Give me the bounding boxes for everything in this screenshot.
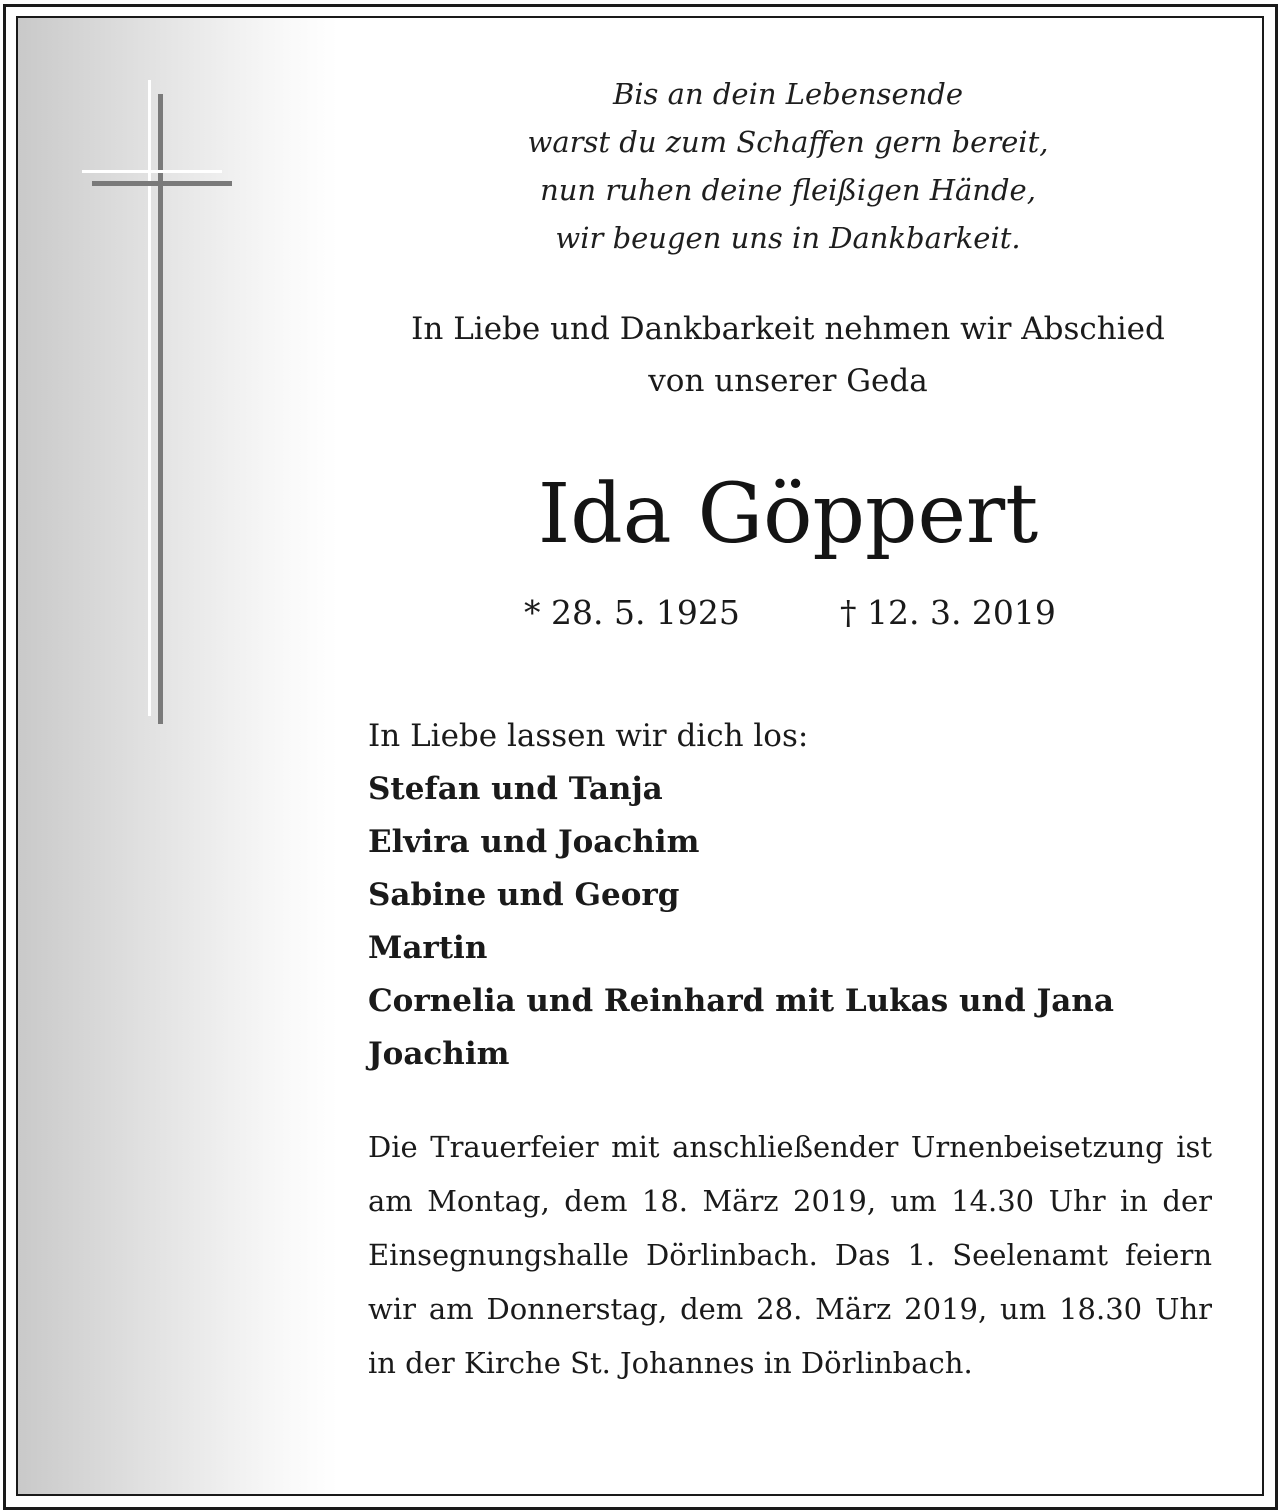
memorial-poem bbox=[348, 70, 1228, 262]
family-member: Elvira und Joachim bbox=[368, 824, 700, 860]
obituary-notice bbox=[16, 16, 1264, 1496]
death-date: † 12. 3. 2019 bbox=[840, 593, 1056, 632]
service-details: Die Trauerfeier mit anschließender Urnenbeisetzung ist am Montag, dem 18. März 2019, um 14.30 Uhr in der Einsegnungshalle Dörlinbach. Das 1. Seelenamt feiern wir am Donnerstag, dem 28. März 2019, um 18.30 Uhr in der Kirche St. Johannes in Dörlinbach. bbox=[368, 1130, 1212, 1380]
family-list bbox=[368, 710, 1228, 1081]
poem-line: warst du zum Schaffen gern bereit, bbox=[527, 125, 1049, 159]
poem-line: nun ruhen deine fleißigen Hände, bbox=[540, 173, 1036, 207]
deceased-name: Ida Göppert bbox=[537, 467, 1039, 562]
poem-line: wir beugen uns in Dankbarkeit. bbox=[555, 221, 1021, 255]
family-member: Cornelia und Reinhard mit Lukas und Jana bbox=[368, 983, 1114, 1019]
family-member: Martin bbox=[368, 930, 488, 966]
family-lead: In Liebe lassen wir dich los: bbox=[368, 718, 809, 754]
family-member: Joachim bbox=[368, 1036, 510, 1072]
intro-line: von unserer Geda bbox=[648, 363, 928, 399]
family-member: Sabine und Georg bbox=[368, 877, 680, 913]
family-member: Stefan und Tanja bbox=[368, 771, 663, 807]
notice-content bbox=[18, 18, 1262, 1494]
life-dates bbox=[518, 588, 1078, 638]
birth-date: * 28. 5. 1925 bbox=[524, 593, 740, 632]
intro-line: In Liebe und Dankbarkeit nehmen wir Abschied bbox=[411, 311, 1165, 347]
poem-line: Bis an dein Lebensende bbox=[612, 77, 964, 111]
farewell-intro bbox=[348, 303, 1228, 407]
